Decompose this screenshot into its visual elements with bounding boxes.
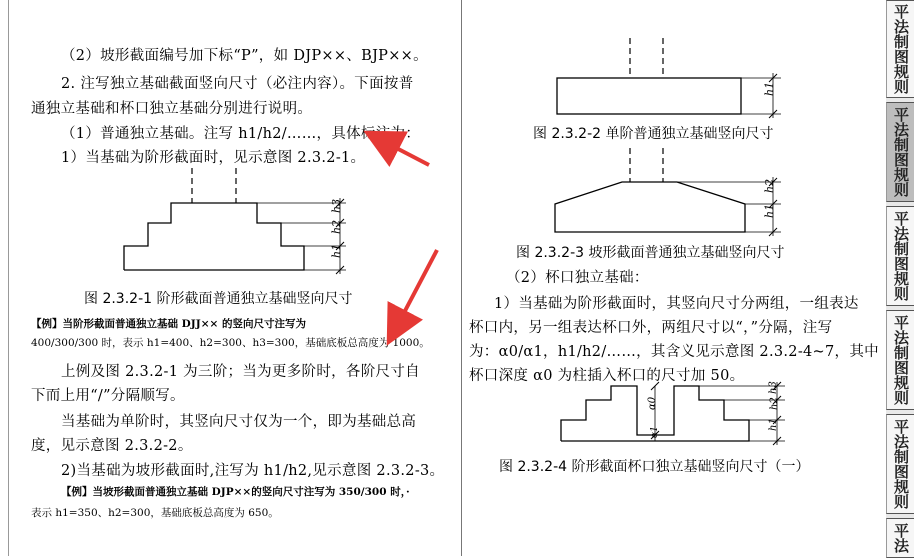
tab-chapter-4[interactable]: 平法制图规则 (886, 310, 914, 410)
h3-label: h3 (768, 381, 779, 394)
paragraph: 上例及图 2.3.2-1 为三阶；当为更多阶时，各阶尺寸自 (61, 364, 420, 380)
a1-label: α1 (650, 426, 660, 438)
figure-caption: 图 2.3.2-1 阶形截面普通独立基础竖向尺寸 (84, 291, 353, 307)
h1-label: h1 (763, 81, 776, 96)
paragraph: 度，见示意图 2.3.2-2。 (31, 438, 193, 454)
tab-chapter-2[interactable]: 平法制图规则 (886, 102, 914, 202)
example-text: 表示 h1=350、h2=300，基础底板总高度为 650。 (31, 507, 279, 519)
paragraph: 下而上用“/”分隔顺写。 (31, 388, 185, 404)
paragraph: 当基础为单阶时，其竖向尺寸仅为一个，即为基础总高 (61, 414, 417, 430)
paragraph: 为：α0/α1，h1/h2/……，其含义见示意图 2.3.2-4~7，其中 (469, 344, 879, 360)
paragraph: 2. 注写独立基础截面竖向尺寸（必注内容）。下面按普 (61, 76, 414, 92)
paragraph: （1）普通独立基础。注写 h1/h2/……，具体标注为： (61, 126, 421, 142)
annotation-arrows (9, 0, 469, 360)
paragraph: （2）杯口独立基础： (506, 270, 649, 286)
paragraph: 杯口内，另一组表达杯口外，两组尺寸以“，”分隔，注写 (469, 320, 833, 336)
paragraph: 2)当基础为坡形截面时,注写为 h1/h2,见示意图 2.3.2-3。 (61, 463, 445, 479)
document-page (8, 0, 883, 556)
figure-2-3-2-3 (545, 148, 795, 240)
paragraph: 1）当基础为阶形截面时，其竖向尺寸分两组，一组表达 (494, 296, 859, 312)
paragraph: 杯口深度 α0 为柱插入杯口的尺寸加 50。 (469, 368, 745, 384)
h1-label: h1 (768, 418, 779, 431)
figure-2-3-2-4 (549, 381, 799, 451)
chapter-tabs (886, 0, 914, 556)
paragraph: 通独立基础和杯口独立基础分别进行说明。 (31, 101, 313, 117)
column-divider (461, 0, 462, 556)
figure-caption: 图 2.3.2-4 阶形截面杯口独立基础竖向尺寸（一） (499, 459, 810, 475)
tab-chapter-6[interactable]: 平法 (886, 518, 914, 558)
example-text: 400/300/300 时，表示 h1=400、h2=300、h3=300，基础底板总高度为 1000。 (31, 337, 430, 349)
tab-chapter-3[interactable]: 平法制图规则 (886, 206, 914, 306)
figure-caption: 图 2.3.2-3 坡形截面普通独立基础竖向尺寸 (516, 245, 785, 261)
h3-label: h3 (330, 198, 343, 213)
paragraph: （2）坡形截面编号加下标“P”，如 DJP××、BJP××。 (61, 48, 428, 64)
h1-label: h1 (763, 203, 776, 218)
h2-label: h2 (763, 178, 776, 193)
a0-label: α0 (647, 396, 658, 410)
h2-label: h2 (769, 397, 780, 410)
paragraph: 1）当基础为阶形截面时，见示意图 2.3.2-1。 (61, 150, 366, 166)
example-text: 【例】当阶形截面普通独立基础 DJJ×× 的竖向尺寸注写为 (31, 318, 306, 330)
h2-label: h2 (330, 219, 343, 234)
example-text: 【例】当坡形截面普通独立基础 DJP××的竖向尺寸注写为 350/300 时，· (61, 486, 410, 498)
tab-chapter-1[interactable]: 平法制图规则 (886, 0, 914, 98)
tab-chapter-5[interactable]: 平法制图规则 (886, 414, 914, 514)
h1-label: h1 (330, 243, 343, 258)
figure-2-3-2-2 (545, 38, 795, 118)
figure-caption: 图 2.3.2-2 单阶普通独立基础竖向尺寸 (533, 126, 774, 142)
